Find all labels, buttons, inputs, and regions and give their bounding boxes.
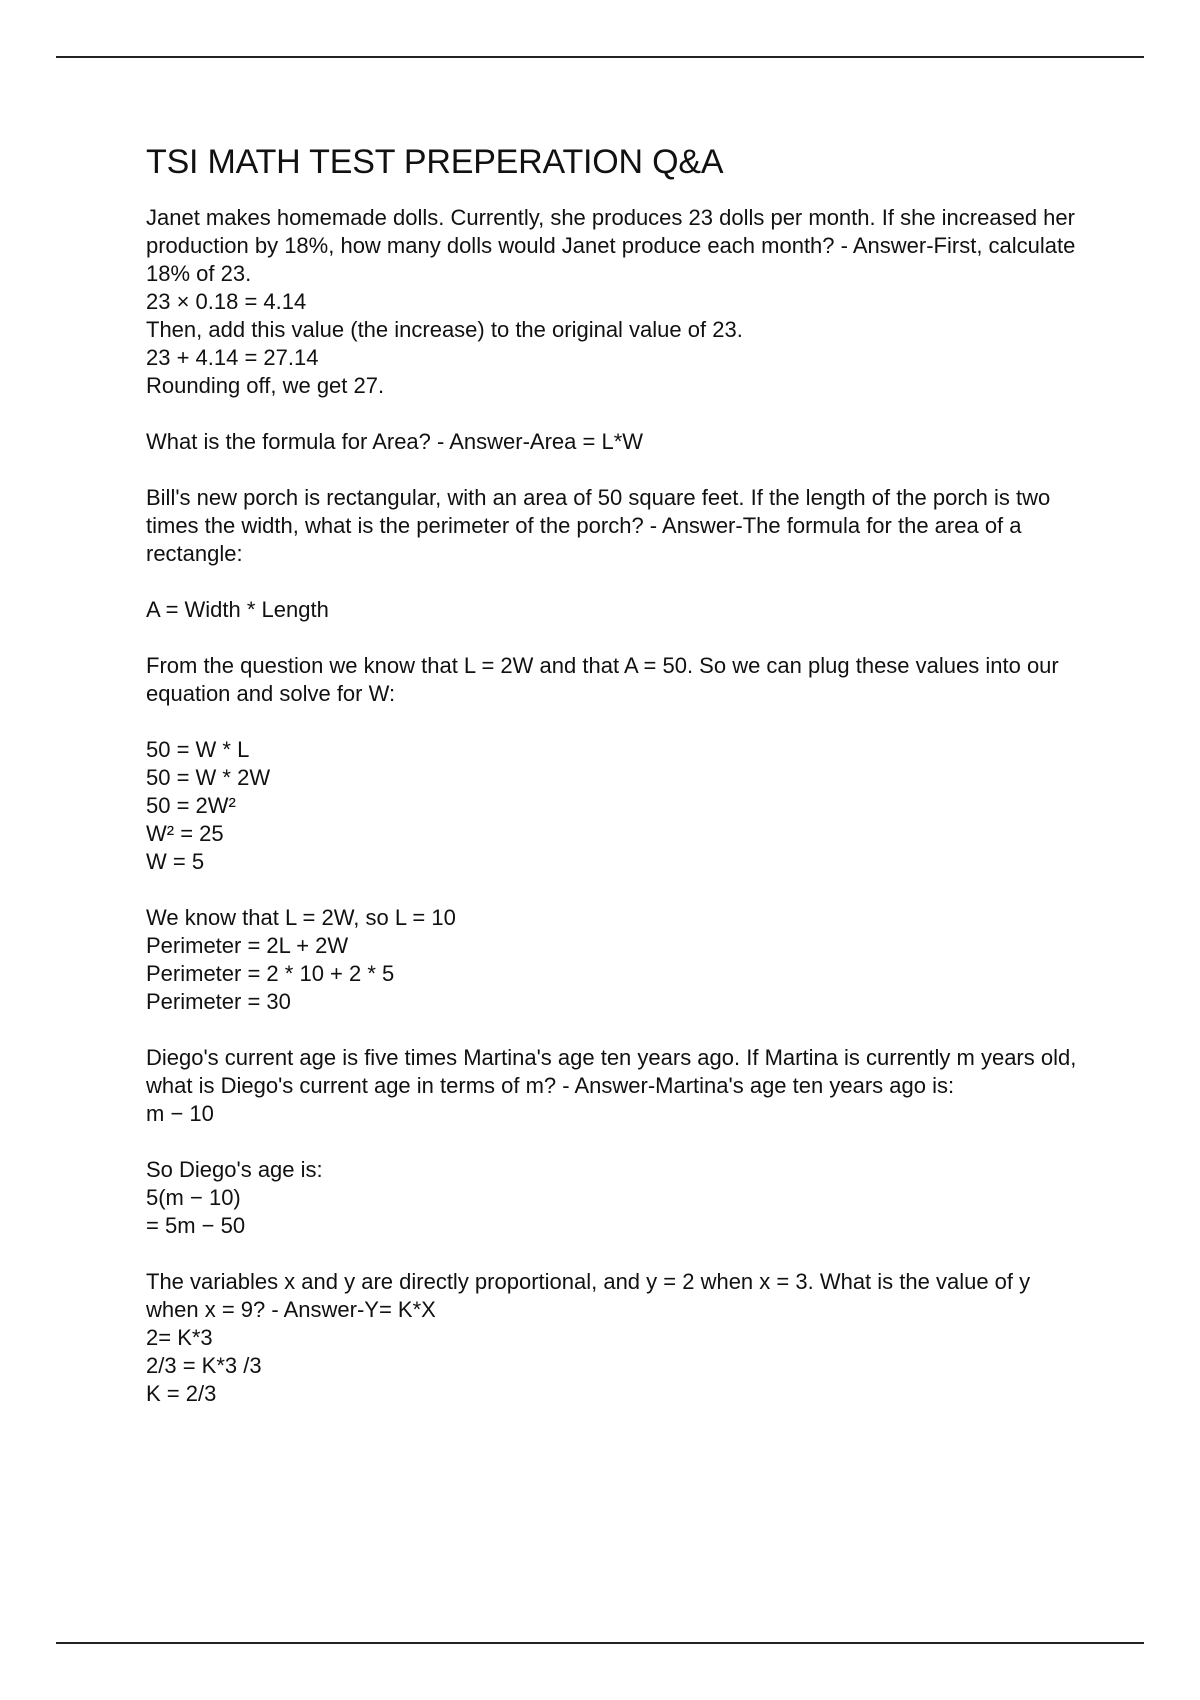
qa-line: W = 5	[146, 849, 205, 874]
qa-line: What is the formula for Area? - Answer-Area = L*W	[146, 429, 644, 454]
qa-line: Rounding off, we get 27.	[146, 373, 385, 398]
qa-block	[146, 1044, 1086, 1240]
qa-line: We know that L = 2W, so L = 10	[146, 905, 456, 930]
qa-line: 50 = 2W²	[146, 793, 236, 818]
qa-line: The variables x and y are directly proportional, and y = 2 when x = 3. What is the value of y when x = 9? - Answer-Y= K*X	[146, 1269, 1037, 1322]
qa-block	[146, 484, 1086, 1016]
qa-list	[146, 204, 1086, 1408]
qa-line: Janet makes homemade dolls. Currently, she produces 23 dolls per month. If she increased her production by 18%, how many dolls would Janet produce each month? - Answer-First, calculate 18% of 23.	[146, 205, 1082, 286]
qa-line: = 5m − 50	[146, 1213, 246, 1238]
blank-line	[146, 624, 1086, 652]
qa-line: From the question we know that L = 2W and that A = 50. So we can plug these values into our equation and solve for W:	[146, 653, 1065, 706]
qa-block	[146, 428, 1086, 456]
qa-line: Bill's new porch is rectangular, with an area of 50 square feet. If the length of the porch is two times the width, what is the perimeter of the porch? - Answer-The formula for the area of a rectangle:	[146, 485, 1057, 566]
qa-line: Then, add this value (the increase) to the original value of 23.	[146, 317, 743, 342]
qa-line: Perimeter = 2 * 10 + 2 * 5	[146, 961, 395, 986]
blank-line	[146, 568, 1086, 596]
top-rule	[56, 56, 1144, 58]
document-page	[146, 142, 1086, 1436]
blank-line	[146, 876, 1086, 904]
document-title: TSI MATH TEST PREPERATION Q&A	[146, 143, 724, 181]
qa-line: Perimeter = 2L + 2W	[146, 933, 349, 958]
qa-line: 23 + 4.14 = 27.14	[146, 345, 319, 370]
qa-line: 2= K*3	[146, 1325, 213, 1350]
blank-line	[146, 1128, 1086, 1156]
qa-line: 23 × 0.18 = 4.14	[146, 289, 307, 314]
blank-line	[146, 708, 1086, 736]
qa-line: 2/3 = K*3 /3	[146, 1353, 262, 1378]
qa-line: 50 = W * 2W	[146, 765, 271, 790]
qa-block	[146, 204, 1086, 400]
qa-line: m − 10	[146, 1101, 214, 1126]
qa-line: Diego's current age is five times Martina's age ten years ago. If Martina is currently m years old, what is Diego's current age in terms of m? - Answer-Martina's age ten years ago is:	[146, 1045, 1083, 1098]
qa-line: 5(m − 10)	[146, 1185, 241, 1210]
qa-line: 50 = W * L	[146, 737, 250, 762]
qa-line: So Diego's age is:	[146, 1157, 323, 1182]
qa-line: Perimeter = 30	[146, 989, 291, 1014]
bottom-rule	[56, 1642, 1144, 1644]
qa-block	[146, 1268, 1086, 1408]
qa-line: A = Width * Length	[146, 597, 329, 622]
qa-line: W² = 25	[146, 821, 224, 846]
qa-line: K = 2/3	[146, 1381, 217, 1406]
